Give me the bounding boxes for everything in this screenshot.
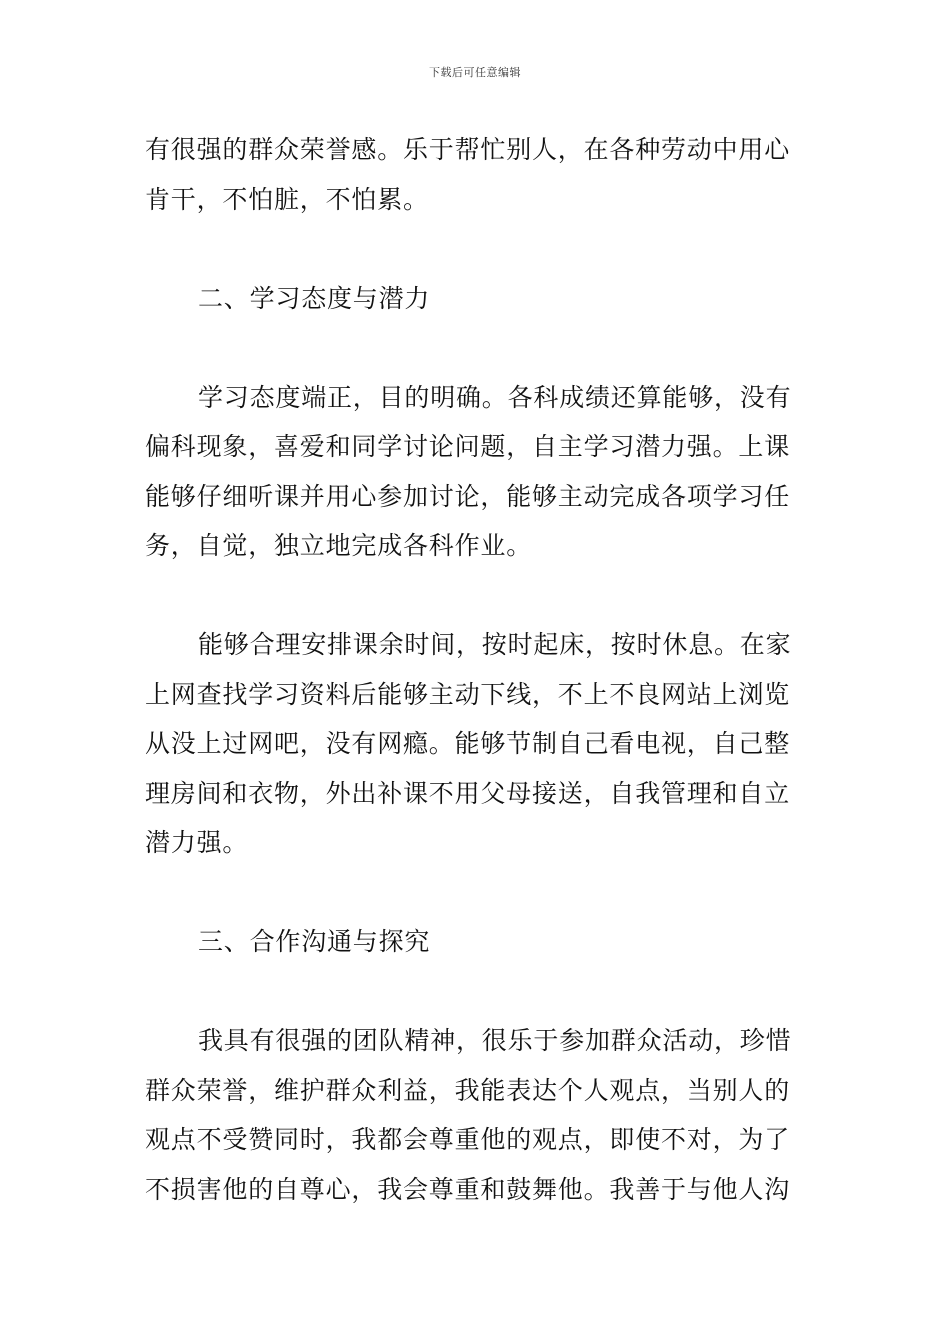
text-line: 能够合理安排课余时间，按时起床，按时休息。在家 bbox=[198, 630, 792, 659]
text-line: 观点不受赞同时，我都会尊重他的观点，即使不对，为了 bbox=[145, 1125, 791, 1154]
text-line: 肯干，不怕脏，不怕累。 bbox=[145, 184, 429, 214]
paragraph-time-management bbox=[145, 620, 810, 868]
text-line: 群众荣誉，维护群众利益，我能表达个人观点，当别人的 bbox=[145, 1075, 791, 1105]
text-line: 偏科现象，喜爱和同学讨论问题，自主学习潜力强。上课 bbox=[145, 432, 791, 461]
paragraph-gap bbox=[145, 868, 810, 918]
text-line: 从没上过网吧，没有网瘾。能够节制自己看电视，自己整 bbox=[145, 729, 791, 758]
paragraph-gap bbox=[145, 323, 810, 373]
text-line: 潜力强。 bbox=[145, 828, 249, 857]
section-heading-learning bbox=[145, 274, 810, 324]
text-line: 学习态度端正，目的明确。各科成绩还算能够，没有 bbox=[198, 382, 792, 412]
text-line: 不损害他的自尊心，我会尊重和鼓舞他。我善于与他人沟 bbox=[145, 1174, 791, 1204]
paragraph-gap bbox=[145, 967, 810, 1017]
heading-text: 二、学习态度与潜力 bbox=[198, 283, 431, 313]
paragraph-teamwork bbox=[145, 1016, 810, 1214]
paragraph-gap bbox=[145, 571, 810, 621]
paragraph-gap bbox=[145, 224, 810, 274]
text-line: 我具有很强的团队精神，很乐于参加群众活动，珍惜 bbox=[198, 1026, 792, 1055]
text-line: 务，自觉，独立地完成各科作业。 bbox=[145, 531, 533, 560]
document-body bbox=[145, 125, 810, 1214]
text-line: 上网查找学习资料后能够主动下线，不上不良网站上浏览 bbox=[145, 679, 791, 709]
heading-text: 三、合作沟通与探究 bbox=[198, 927, 431, 956]
paragraph-continuation bbox=[145, 125, 810, 224]
page-header-note: 下载后可任意编辑 bbox=[429, 66, 521, 79]
text-line: 有很强的群众荣誉感。乐于帮忙别人，在各种劳动中用心 bbox=[145, 135, 791, 164]
section-heading-cooperation bbox=[145, 917, 810, 967]
text-line: 理房间和衣物，外出补课不用父母接送，自我管理和自立 bbox=[145, 778, 791, 808]
text-line: 能够仔细听课并用心参加讨论，能够主动完成各项学习任 bbox=[145, 481, 791, 511]
paragraph-learning-attitude bbox=[145, 373, 810, 571]
